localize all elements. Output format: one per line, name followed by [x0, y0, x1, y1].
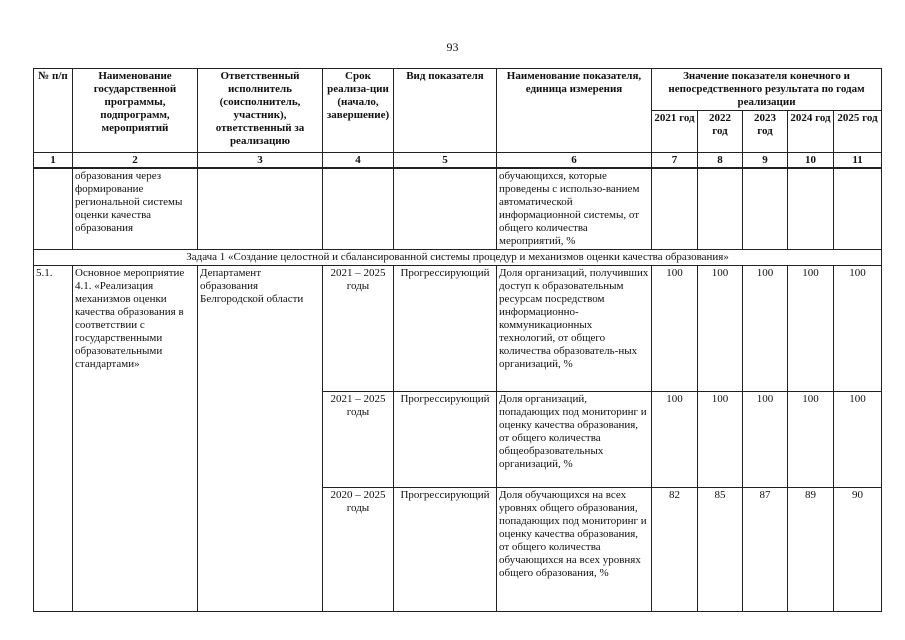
column-number: 6 — [497, 153, 652, 169]
header-executor: Ответственный исполнитель (соисполнитель, участник), ответственный за реализацию — [198, 69, 323, 153]
column-number-row — [34, 153, 882, 169]
continuation-row — [34, 168, 882, 250]
header-indicator-type: Вид показателя — [394, 69, 497, 153]
header-year: 2021 год — [652, 111, 698, 153]
indicator-value: 100 — [698, 392, 743, 488]
measure-number: 5.1. — [34, 266, 73, 612]
indicator-type: Прогрессирующий — [394, 392, 497, 488]
indicator-period: 2021 – 2025 годы — [323, 392, 394, 488]
column-number: 7 — [652, 153, 698, 169]
column-number: 4 — [323, 153, 394, 169]
header-period: Срок реализа-ции (начало, завершение) — [323, 69, 394, 153]
indicator-name: Доля организаций, получивших доступ к образовательным ресурсам посредством информационно-коммуникационных технологий, от общего количества образователь-ных организаций, % — [497, 266, 652, 392]
column-number: 8 — [698, 153, 743, 169]
indicator-value: 100 — [652, 266, 698, 392]
measure-executor: Департамент образования Белгородской области — [198, 266, 323, 612]
column-number: 3 — [198, 153, 323, 169]
indicator-value: 82 — [652, 488, 698, 612]
indicator-value: 100 — [834, 392, 882, 488]
indicator-value: 87 — [743, 488, 788, 612]
task-title: Задача 1 «Создание целостной и сбалансированной системы процедур и механизмов оценки качества образования» — [34, 250, 882, 266]
page-number: 93 — [446, 40, 459, 54]
indicator-value: 100 — [788, 266, 834, 392]
indicators-table — [33, 68, 882, 612]
indicator-value: 100 — [743, 266, 788, 392]
indicator-value: 100 — [743, 392, 788, 488]
header-year: 2023 год — [743, 111, 788, 153]
column-number: 11 — [834, 153, 882, 169]
indicator-row — [34, 266, 882, 392]
indicator-value: 100 — [834, 266, 882, 392]
header-values-group: Значение показателя конечного и непосредственного результата по годам реализации — [652, 69, 882, 111]
continuation-program-text: образования через формирование региональной системы оценки качества образования — [73, 168, 198, 250]
column-number: 1 — [34, 153, 73, 169]
indicator-value: 100 — [788, 392, 834, 488]
indicator-type: Прогрессирующий — [394, 488, 497, 612]
indicator-name: Доля обучающихся на всех уровнях общего образования, попадающих под мониторинг и оценку качества образования, от общего количества обучающихся на всех уровнях общего образования, % — [497, 488, 652, 612]
indicator-period: 2020 – 2025 годы — [323, 488, 394, 612]
indicator-value: 100 — [652, 392, 698, 488]
measure-name: Основное мероприятие 4.1. «Реализация механизмов оценки качества образования в соответствии с государственными образовательными стандартами» — [73, 266, 198, 612]
header-program: Наименование государственной программы, подпрограмм, мероприятий — [73, 69, 198, 153]
indicator-period: 2021 – 2025 годы — [323, 266, 394, 392]
column-number: 10 — [788, 153, 834, 169]
indicator-name: Доля организаций, попадающих под мониторинг и оценку качества образования, от общего количества общеобразовательных организаций, % — [497, 392, 652, 488]
indicator-value: 90 — [834, 488, 882, 612]
header-year: 2024 год — [788, 111, 834, 153]
task-row — [34, 250, 882, 266]
header-number: № п/п — [34, 69, 73, 153]
header-indicator-name: Наименование показателя, единица измерения — [497, 69, 652, 153]
continuation-indicator-text: обучающихся, которые проведены с использо-ванием автоматической информационной системы, от общего количества мероприятий, % — [497, 168, 652, 250]
column-number: 9 — [743, 153, 788, 169]
header-year: 2022 год — [698, 111, 743, 153]
column-number: 2 — [73, 153, 198, 169]
indicator-value: 100 — [698, 266, 743, 392]
indicator-value: 85 — [698, 488, 743, 612]
column-number: 5 — [394, 153, 497, 169]
header-year: 2025 год — [834, 111, 882, 153]
indicator-type: Прогрессирующий — [394, 266, 497, 392]
indicator-value: 89 — [788, 488, 834, 612]
